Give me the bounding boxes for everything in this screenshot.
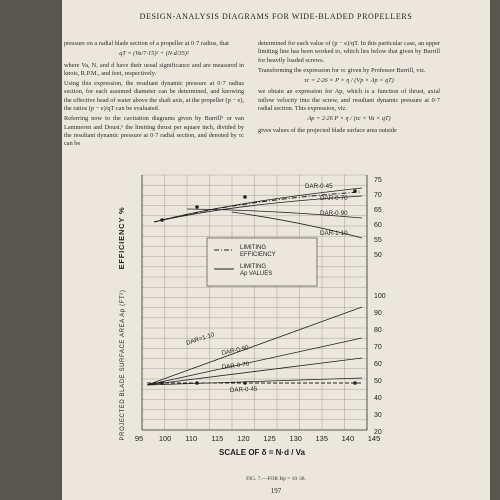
point-ap-4 (353, 381, 357, 385)
label-dar-090-top: DAR-0·90 (320, 210, 348, 217)
right-paragraph-3: we obtain an expression for Ap, which is a function of thrust, axial inflow velocity into the screw, and resultant dynamic pressure at 0·7 radial section. This expression, viz. (258, 88, 440, 113)
left-text-column (64, 40, 244, 151)
legend-ap-label-a: LIMITING (240, 264, 267, 270)
label-dar-090-bottom: DAR-0·90 (220, 344, 250, 357)
point-ap-1 (160, 381, 164, 385)
area-tick: 90 (374, 310, 382, 317)
x-tick: 145 (367, 434, 381, 443)
x-tick: 140 (341, 434, 355, 443)
x-tick: 130 (289, 434, 302, 443)
efficiency-tick: 60 (374, 222, 382, 229)
left-paragraph-3: Using this expression, the resultant dynamic pressure at 0·7 radius section, for each assumed diameter can be determined, and knowing the effective head of water above the shaft axis, at the propeller (p − e), the ratios (p − e)/qT can be evaluated. (64, 80, 244, 113)
x-tick-labels (135, 434, 380, 443)
efficiency-axis-title: EFFICIENCY % (117, 206, 126, 270)
label-dar-110-bottom: DAR=1·10 (185, 331, 216, 347)
x-axis-title: SCALE OF δ = N·d / Va (219, 448, 305, 457)
legend-ap-label-b: Ap VALUES (240, 271, 273, 277)
right-paragraph-4: gives values of the projected blade surface area outside (258, 126, 397, 134)
area-tick: 30 (374, 412, 382, 419)
x-tick: 135 (315, 434, 329, 443)
area-tick-labels (374, 293, 386, 436)
area-tick: 60 (374, 361, 382, 368)
point-eff-1 (160, 218, 164, 222)
figure-caption: FIG. 7.—FOR Bp = 10·38. (246, 476, 306, 482)
area-tick: 80 (374, 327, 382, 334)
area-tick: 50 (374, 378, 382, 385)
label-dar-045-bottom: DAR-0·45 (229, 385, 258, 394)
design-diagram-figure (62, 160, 490, 475)
legend-efficiency-label-a: LIMITING (240, 245, 267, 251)
left-paragraph-2: where Va, N, and d have their usual significance and are measured in knots, R.P.M., and feet, respectively. (64, 61, 244, 77)
x-tick: 115 (211, 434, 224, 443)
efficiency-tick-labels (374, 177, 382, 259)
area-tick: 100 (374, 293, 386, 300)
label-dar-045-top: DAR-0·45 (305, 183, 333, 190)
area-tick: 20 (374, 429, 382, 436)
efficiency-tick: 50 (374, 252, 382, 259)
label-dar-070-bottom: DAR-0·70 (221, 360, 250, 371)
x-tick: 100 (158, 434, 172, 443)
efficiency-tick: 75 (374, 177, 382, 184)
point-eff-2 (195, 205, 199, 209)
point-ap-2 (195, 381, 199, 385)
right-paragraph-1: determined for each value of (p − e)/qT. In this particular case, an upper limiting line has been worked to, which lies below that given by Burrill for heavily loaded screws. (258, 40, 440, 64)
x-tick: 125 (263, 434, 276, 443)
label-dar-070-top: DAR-0·70 (320, 195, 348, 202)
legend-efficiency-label-b: EFFICIENCY (240, 252, 276, 258)
efficiency-tick: 65 (374, 207, 382, 214)
efficiency-tick: 70 (374, 192, 382, 199)
area-tick: 70 (374, 344, 382, 351)
page-number: 197 (270, 487, 282, 495)
left-equation-1: qT = (Va/7·15)² + (N·d/35)² (119, 50, 189, 58)
left-paragraph-4: Referring now to the cavitation diagrams given by Burrill⁵ or van Lammeren and Doust,⁶ the limiting thrust per square inch, divided by the resultant dynamic pressure at 0·7 radial section, and denoted by τc can be (64, 115, 244, 148)
efficiency-tick: 55 (374, 237, 382, 244)
right-equation-1: τc = 2·26 × P × η / (Vp × Ap × qT) (304, 77, 394, 85)
book-page (62, 0, 490, 500)
right-text-column (258, 40, 440, 137)
point-ap-3 (243, 381, 247, 385)
left-paragraph-1: pressure on a radial blade section of a propeller at 0·7 radius, that (64, 40, 229, 47)
right-paragraph-2: Transforming the expression for τc given by Professor Burrill, viz. (258, 66, 426, 74)
right-equation-2: Ap = 2·26 P × η / (τc × Va × qT) (307, 115, 391, 123)
area-tick: 40 (374, 395, 382, 402)
area-axis-title: PROJECTED BLADE SURFACE AREA Ap (FT²) (120, 289, 126, 441)
running-header: DESIGN-ANALYSIS DIAGRAMS FOR WIDE-BLADED PROPELLERS (139, 12, 413, 21)
point-eff-4 (353, 189, 357, 193)
x-tick: 95 (134, 434, 144, 443)
label-dar-110-top: DAR-1·10 (320, 230, 348, 237)
x-tick: 110 (185, 434, 198, 443)
x-tick: 120 (237, 434, 250, 443)
point-eff-3 (243, 195, 247, 199)
